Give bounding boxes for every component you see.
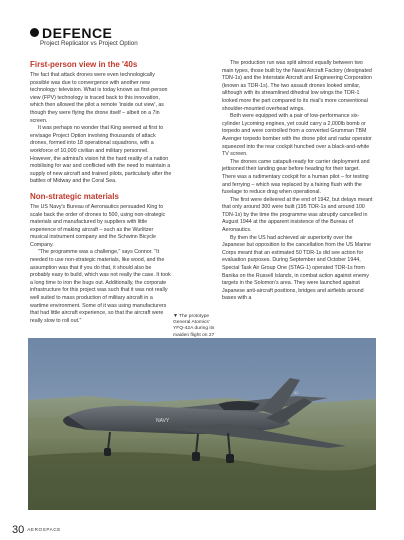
body-paragraph: The first were delivered at the end of 1942, but delays meant that only around 300 were built (195 TDR-1s and around 100 TDN-1s) by the time the programme was abruptly cancelled in August 1944 at the apparent insistence of the Bureau of Aeronautics. <box>222 196 373 234</box>
body-paragraph: It was perhaps no wonder that King seemed at first to envisage Project Option involving thousands of attack drones, formed into 18 operational squadrons, with a workforce of 10,000 civilian and military personnel. However, the admiral's vision hit the hard reality of a nation mobilising for war and conflicted with the need to maintain a supply of new aircraft and trained pilots, particularly after the battles of Midway and the Coral Sea. <box>30 125 172 185</box>
heading-first-person-view: First-person view in the '40s <box>30 60 138 69</box>
body-paragraph: The US Navy's Bureau of Aeronautics persuaded King to scale back the order of drones to 500, using non-strategic materials and manufactured by suppliers with little experience of making aircraft – such as the Wurlitzer musical instrument company and the Schwinn Bicycle Company. <box>30 203 166 248</box>
heading-non-strategic-materials: Non-strategic materials <box>30 191 119 201</box>
body-paragraph: The drones came catapult-ready for carrier deployment and jettisoned their landing gear before heading for their target. There was a rudimentary cockpit for a human pilot – for testing and ferrying – which was replaced by a fairing flush with the fuselage to reduce drag when operational. <box>222 158 370 196</box>
svg-text:NAVY: NAVY <box>156 418 170 424</box>
body-paragraph: "The programme was a challenge," says Connor. "It needed to use non-strategic materials, like wood, and the assumption was that if you do that, it should also be probably easy to build, which was not really the case. It took a long time to iron the bugs out. Additionally, the corporate infrastructure for this project was such that it was not really well suited to mass production of military aircraft in a wartime environment. Some of it was using manufacturers that had little aircraft experience, so that the aircraft were really slow to roll out." <box>30 249 171 324</box>
drone-illustration <box>28 338 376 510</box>
section-bullet-icon <box>30 28 39 37</box>
left-column <box>30 60 172 325</box>
body-paragraph: The fact that attack drones were even technologically possible was due to convergence with another new technology: television. What is today known as first-person view (FPV) technology is traced back to this innovation, which then allowed the pilot a remote 'inside out view', as though they were flying the drone itself – albeit on a 7in screen. <box>30 72 168 124</box>
running-head: AEROSPACE <box>27 527 61 532</box>
body-paragraph: By then the US had achieved air superiority over the Japanese but opposition to the cancellation from the US Marine Corps meant that an estimated 50 TDR-1s did see action for evaluation purposes. During September and October 1944, Special Task Air Group One (STAG-1) operated TDR-1s from Banika on the Russell Islands, in combat action against enemy targets in the Solomon's area. They were launched against Japanese anti-aircraft positions, bridges and airfields around bases with a <box>222 234 371 302</box>
body-paragraph: Both were equipped with a pair of low-performance six-cylinder Lycoming engines, yet could carry a 2,000lb bomb or torpedo and were controlled from a converted Grumman TBM Avenger torpedo bomber with the drone pilot and radar operator squeezed into the rear cockpit hunched over a black-and-white TV screen. <box>222 113 372 158</box>
caption-text: The prototype General Atomics' YFQ-42A during its maiden flight on 27 <box>173 314 215 338</box>
page-footer <box>12 520 61 538</box>
page-number: 30 <box>12 524 25 536</box>
right-column <box>222 60 374 303</box>
section-title: DEFENCE <box>42 25 113 41</box>
section-subtitle: Project Replicator vs Project Option <box>40 40 138 47</box>
caption-arrow-icon: ▼ <box>173 313 178 319</box>
body-paragraph: The production run was split almost equally between two main types, those built by the Naval Aircraft Factory (designated TDN-1s) and the Interstate Aircraft and Engineering Corporation (known as TDR-1s). The two assault drones looked similar, although with its streamlined dihedral low wings the TDR-1 looked more the part compared to its rival's more conventional shoulder-mounted overhead wings. <box>222 60 372 112</box>
drone-photo <box>28 338 376 510</box>
svg-text:42: 42 <box>294 390 299 395</box>
